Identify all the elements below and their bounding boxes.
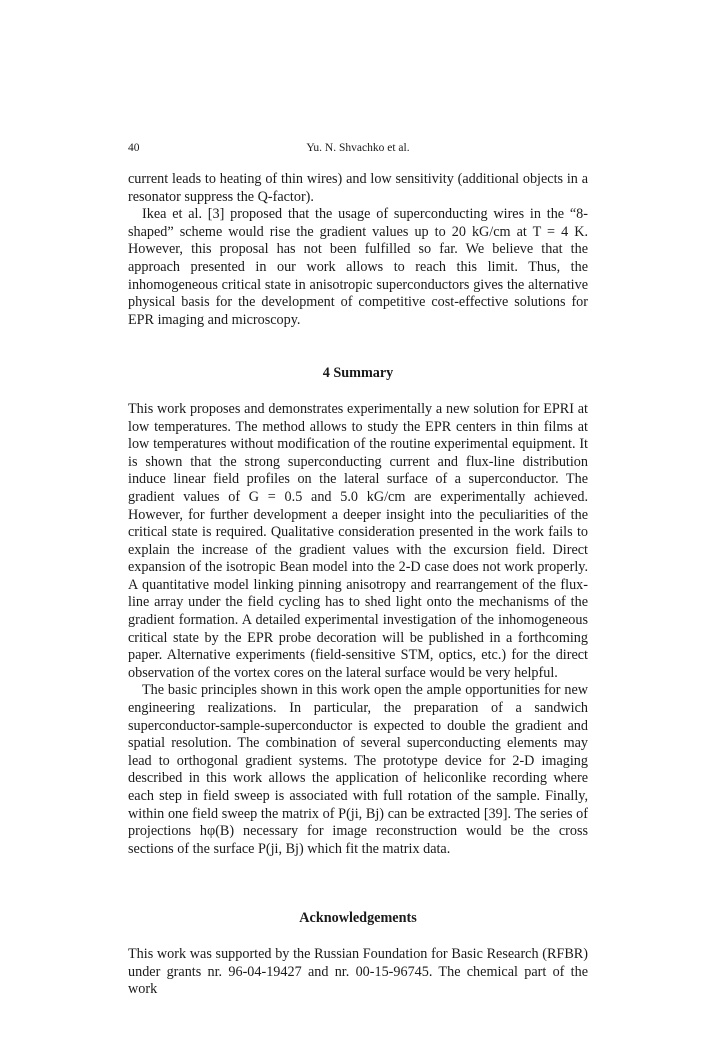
acknowledgements-paragraph-1: This work was supported by the Russian Foundation for Basic Research (RFBR) under grants nr. 96-04-19427 and nr. 00-15-96745. The chemical part of the work: [128, 945, 588, 998]
page: [128, 138, 588, 999]
summary-paragraph-2: The basic principles shown in this work open the ample opportunities for new engineering realizations. In particular, the preparation of a sandwich superconductor-sample-superconductor is expected to double the gradient and spatial resolution. The combination of several superconducting elements may lead to orthogonal gradient systems. The prototype device for 2-D imaging described in this work allows the application of heliconlike recording where each step in field sweep is associated with full rotation of the sample. Finally, within one field sweep the matrix of P(ji, Bj) can be extracted [39]. The series of projections hφ(B) necessary for image reconstruction would be the cross sections of the surface P(ji, Bj) which fit the matrix data.: [128, 682, 588, 857]
intro-paragraph-1: current leads to heating of thin wires) and low sensitivity (additional objects in a resonator suppress the Q-factor).: [128, 171, 588, 205]
intro-paragraph-2: Ikea et al. [3] proposed that the usage of superconducting wires in the “8-shaped” scheme would rise the gradient values up to 20 kG/cm at T = 4 K. However, this proposal has not been fulfilled so far. We believe that the approach presented in our work allows to reach this limit. Thus, the inhomogeneous critical state in anisotropic superconductors gives the alternative physical basis for the development of competitive cost-effective solutions for EPR imaging and microscopy.: [128, 206, 588, 328]
summary-paragraph-1: This work proposes and demonstrates experimentally a new solution for EPRI at low temperatures. The method allows to study the EPR centers in thin films at low temperatures without modification of the routine experimental equipment. It is shown that the strong superconducting current and flux-line distribution induce linear field profiles on the lateral surface of a superconductor. The gradient values of G = 0.5 and 5.0 kG/cm are experimentally achieved. However, for further development a deeper insight into the peculiarities of the critical state is required. Qualitative consideration presented in the work fails to explain the increase of the gradient values with the excursion field. Direct expansion of the isotropic Bean model into the 2-D case does not work properly. A quantitative model linking pinning anisotropy and rearrangement of the flux-line array under the field cycling has to shed light onto the mechanisms of the gradient formation. A detailed experimental investigation of the inhomogeneous critical state by the EPR probe decoration will be published in a forthcoming paper. Alternative experiments (field-sensitive STM, optics, etc.) for the direct observation of the vortex cores on the lateral surface would be very helpful.: [128, 400, 588, 681]
running-head-title: Yu. N. Shvachko et al.: [306, 142, 410, 154]
page-number: 40: [128, 142, 140, 154]
acknowledgements-text: [128, 946, 588, 999]
summary-text: [128, 401, 588, 858]
intro-text: [128, 171, 588, 329]
section-heading-summary: 4 Summary: [322, 365, 394, 382]
section-heading-acknowledgements: Acknowledgements: [299, 910, 417, 927]
running-head: [128, 138, 588, 158]
